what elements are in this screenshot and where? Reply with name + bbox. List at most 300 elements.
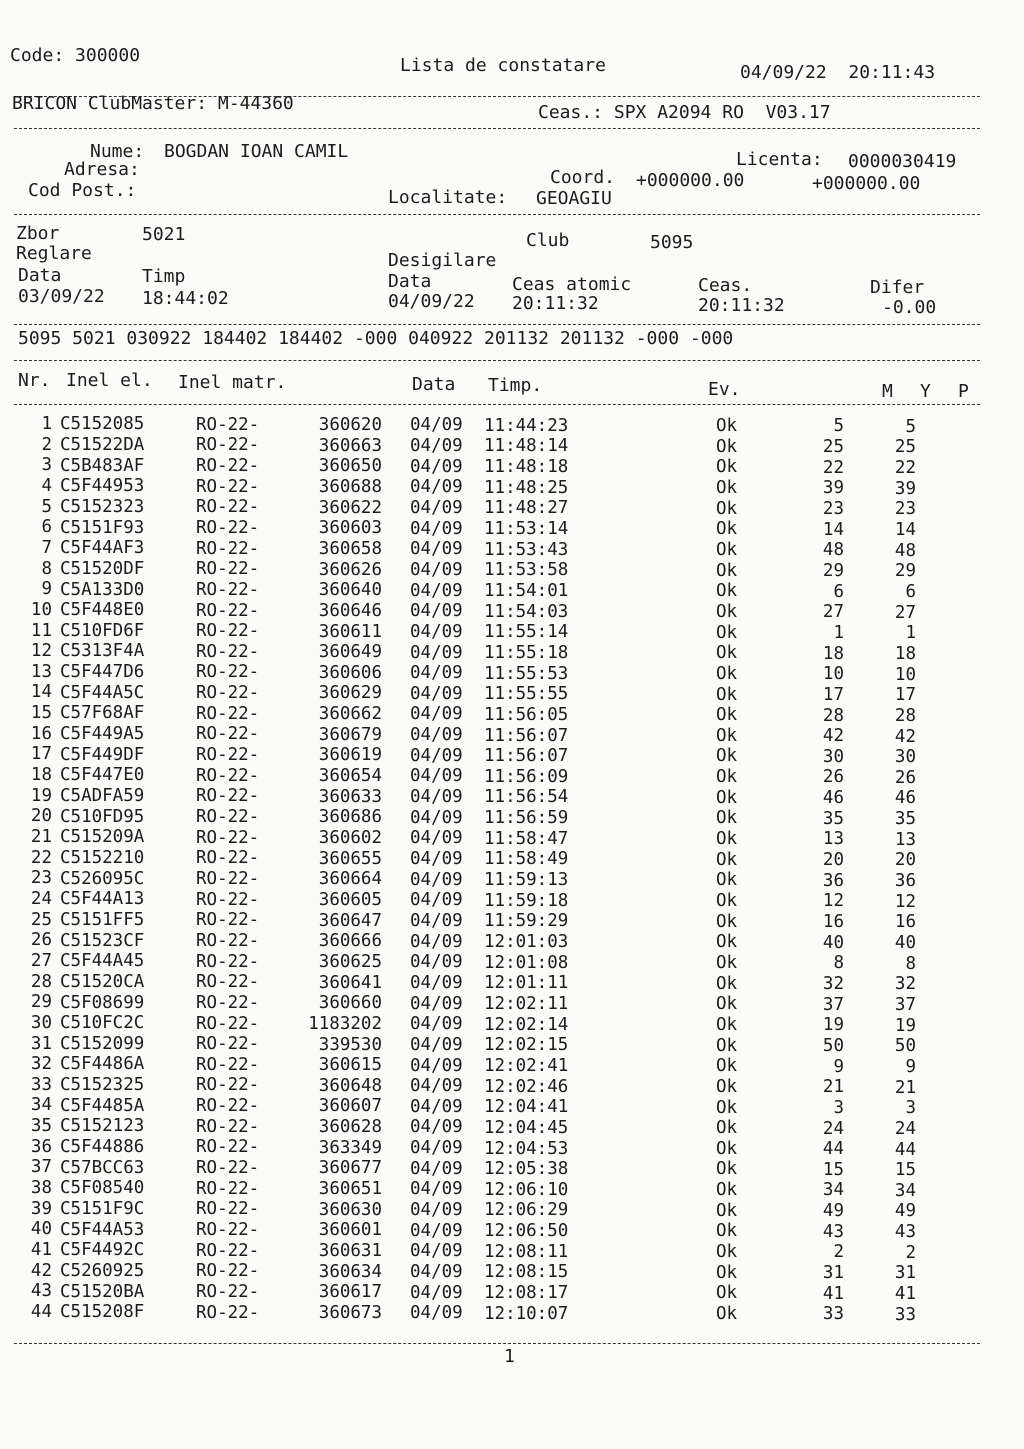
score-y: 40 (894, 933, 916, 954)
document-title: Lista de constatare (400, 55, 606, 76)
score-y: 43 (894, 1222, 916, 1243)
event-status: Ok (716, 478, 738, 499)
table-row (0, 910, 1024, 931)
arrival-date: 04/09 (410, 745, 463, 766)
score-y: 15 (894, 1160, 916, 1181)
score-m: 17 (822, 684, 844, 705)
ceas-label: Ceas. (698, 275, 753, 296)
row-number: 14 (30, 682, 52, 703)
event-status: Ok (716, 1097, 738, 1118)
arrival-time: 12:02:11 (484, 993, 569, 1014)
inel-matr: RO-22- (196, 579, 260, 600)
score-m: 8 (833, 953, 844, 974)
score-m: 12 (822, 891, 844, 912)
inel-number: 1183202 (308, 1013, 382, 1034)
inel-number: 360601 (318, 1220, 382, 1241)
table-row (0, 1157, 1024, 1181)
table-row (0, 1075, 1024, 1096)
arrival-date: 04/09 (410, 787, 463, 808)
inel-matr: RO-22- (196, 1116, 260, 1137)
table-row (0, 414, 1024, 435)
event-status: Ok (716, 994, 738, 1015)
arrival-date: 04/09 (410, 1096, 463, 1117)
score-m: 37 (822, 994, 844, 1015)
arrival-date: 04/09 (410, 663, 463, 684)
divider (14, 214, 980, 215)
row-number: 27 (30, 950, 52, 971)
inel-el: C5F44A13 (60, 889, 145, 910)
clock-id: Ceas.: SPX A2094 RO V03.17 (538, 102, 831, 123)
inel-matr: RO-22- (196, 910, 260, 931)
inel-matr: RO-22- (196, 1158, 260, 1179)
inel-matr: RO-22- (196, 745, 260, 766)
arrival-time: 12:01:03 (484, 932, 569, 952)
event-status: Ok (716, 787, 738, 808)
table-row (0, 972, 1024, 993)
score-m: 26 (822, 767, 844, 788)
inel-el: C57BCC63 (60, 1157, 145, 1178)
event-status: Ok (716, 952, 738, 973)
flight-summary-line: 5095 5021 030922 184402 184402 -000 040922 201132 201132 -000 -000 (18, 328, 734, 349)
row-number: 44 (30, 1301, 52, 1322)
row-number: 34 (30, 1095, 52, 1116)
arrival-time: 12:02:41 (484, 1055, 569, 1076)
divider (14, 360, 980, 361)
score-m: 29 (822, 560, 844, 581)
event-status: Ok (716, 870, 738, 891)
score-y: 33 (894, 1304, 916, 1325)
score-m: 30 (822, 746, 844, 767)
row-number: 42 (30, 1260, 52, 1281)
inel-matr: RO-22- (196, 1281, 260, 1302)
event-status: Ok (716, 581, 738, 602)
score-m: 46 (822, 788, 844, 809)
inel-matr: RO-22- (196, 621, 260, 642)
inel-number: 360640 (318, 580, 382, 601)
arrival-time: 12:04:45 (484, 1117, 569, 1138)
inel-number: 360664 (318, 869, 382, 890)
inel-number: 360641 (318, 972, 382, 993)
difer-value: -0.00 (882, 297, 937, 318)
score-y: 19 (894, 1015, 916, 1036)
zbor-label: Zbor (16, 223, 60, 244)
score-y: 3 (905, 1098, 916, 1119)
row-number: 3 (41, 455, 52, 476)
col-header-data: Data (412, 374, 456, 395)
table-row (0, 641, 1024, 662)
score-y: 6 (905, 581, 916, 602)
arrival-date: 04/09 (410, 415, 463, 436)
score-y: 9 (905, 1056, 916, 1077)
score-m: 13 (822, 829, 844, 850)
arrival-time: 12:06:50 (484, 1221, 569, 1242)
inel-matr: RO-22- (196, 1261, 260, 1282)
arrival-time: 12:08:17 (484, 1283, 569, 1304)
inel-el: C5152099 (60, 1033, 145, 1054)
arrival-time: 12:02:14 (484, 1014, 569, 1035)
inel-el: C5F4485A (60, 1095, 145, 1116)
table-row (0, 662, 1024, 683)
score-m: 5 (833, 416, 844, 437)
arrival-time: 11:56:59 (484, 808, 569, 829)
reglare-timp: 18:44:02 (142, 288, 229, 309)
inel-el: C510FD95 (60, 806, 145, 827)
inel-el: C51520BA (60, 1281, 145, 1302)
table-row (0, 744, 1024, 768)
row-number: 23 (30, 868, 52, 889)
event-status: Ok (716, 622, 738, 643)
arrival-date: 04/09 (410, 436, 463, 457)
table-row (0, 517, 1024, 541)
arrival-date: 04/09 (410, 497, 463, 518)
score-y: 46 (894, 788, 916, 809)
table-row (0, 476, 1024, 497)
row-number: 5 (41, 496, 52, 517)
score-m: 39 (822, 478, 844, 499)
arrival-time: 11:44:23 (484, 415, 569, 436)
arrival-time: 12:01:11 (484, 973, 569, 994)
inel-el: C5260925 (60, 1260, 145, 1281)
event-status: Ok (716, 767, 738, 788)
print-datetime: 04/09/22 20:11:43 (740, 62, 936, 83)
inel-matr: RO-22- (196, 1240, 260, 1261)
row-number: 22 (30, 847, 52, 868)
inel-el: C510FD6F (60, 620, 145, 641)
inel-number: 360647 (318, 910, 382, 931)
inel-el: C5F447E0 (60, 765, 145, 786)
table-row (0, 1137, 1024, 1158)
score-m: 44 (822, 1139, 844, 1160)
table-row (0, 435, 1024, 456)
arrival-time: 12:02:15 (484, 1035, 569, 1056)
table-row (0, 827, 1024, 848)
score-y: 32 (894, 974, 916, 995)
divider (14, 1343, 980, 1344)
row-number: 12 (30, 641, 52, 662)
arrival-time: 12:10:07 (484, 1303, 569, 1324)
event-status: Ok (716, 808, 738, 829)
col-header-inel-matr: Inel matr. (178, 372, 287, 393)
event-status: Ok (716, 498, 738, 519)
inel-matr: RO-22- (196, 972, 260, 993)
score-m: 21 (822, 1077, 844, 1098)
arrival-date: 04/09 (410, 890, 463, 911)
inel-matr: RO-22- (196, 848, 260, 869)
inel-matr: RO-22- (196, 1075, 260, 1096)
desigilare-label: Desigilare (388, 250, 497, 271)
inel-number: 360651 (318, 1179, 382, 1200)
arrival-time: 11:48:25 (484, 477, 569, 498)
inel-el: C51523CF (60, 930, 145, 951)
score-y: 16 (894, 912, 916, 933)
row-number: 39 (30, 1198, 52, 1219)
inel-el: C526095C (60, 868, 145, 889)
inel-number: 360655 (318, 848, 382, 869)
arrival-date: 04/09 (410, 1179, 463, 1200)
event-status: Ok (716, 973, 738, 994)
table-row (0, 848, 1024, 869)
inel-matr: RO-22- (196, 662, 260, 683)
arrival-date: 04/09 (410, 1076, 463, 1097)
inel-number: 360605 (318, 889, 382, 910)
score-m: 28 (822, 705, 844, 726)
table-row (0, 559, 1024, 580)
score-y: 35 (894, 809, 916, 830)
row-number: 40 (30, 1219, 52, 1240)
inel-el: C5152323 (60, 496, 145, 517)
inel-matr: RO-22- (196, 807, 260, 828)
inel-el: C515209A (60, 827, 145, 848)
arrival-date: 04/09 (410, 1282, 463, 1303)
event-status: Ok (716, 705, 738, 726)
coord-label: Coord. (550, 167, 616, 188)
table-row (0, 621, 1024, 642)
arrival-time: 11:55:55 (484, 684, 569, 705)
row-number: 6 (41, 517, 52, 538)
inel-el: C51522DA (60, 434, 145, 455)
inel-number: 360631 (318, 1241, 382, 1262)
inel-number: 360607 (318, 1096, 382, 1117)
arrival-time: 12:05:38 (484, 1159, 569, 1180)
arrival-time: 11:54:01 (484, 580, 569, 601)
inel-number: 360660 (318, 993, 382, 1014)
arrival-date: 04/09 (410, 869, 463, 890)
inel-number: 360626 (318, 559, 382, 580)
inel-number: 360617 (318, 1282, 382, 1303)
inel-matr: RO-22- (196, 724, 260, 745)
inel-el: C5F44953 (60, 476, 145, 497)
score-y: 50 (894, 1036, 916, 1057)
inel-number: 360662 (318, 704, 382, 725)
score-y: 25 (894, 437, 916, 458)
arrival-time: 11:59:13 (484, 870, 569, 891)
row-number: 15 (30, 703, 52, 724)
name-label: Nume: (90, 141, 145, 162)
arrival-date: 04/09 (410, 456, 463, 477)
inel-matr: RO-22- (196, 538, 260, 559)
zbor-value: 5021 (142, 224, 186, 245)
arrival-time: 11:58:47 (484, 828, 569, 849)
table-row (0, 1240, 1024, 1261)
score-y: 21 (894, 1077, 916, 1098)
arrival-date: 04/09 (410, 1117, 463, 1138)
row-number: 1 (41, 414, 52, 434)
inel-matr: RO-22- (196, 435, 260, 456)
score-y: 42 (894, 726, 916, 747)
table-row (0, 1302, 1024, 1323)
arrival-date: 04/09 (410, 725, 463, 746)
inel-matr: RO-22- (196, 1013, 260, 1034)
inel-number: 360677 (318, 1158, 382, 1179)
inel-el: C5151F9C (60, 1199, 145, 1220)
arrival-date: 04/09 (410, 1158, 463, 1179)
inel-number: 360619 (318, 745, 382, 766)
score-y: 23 (894, 499, 916, 520)
arrival-time: 12:06:29 (484, 1200, 569, 1221)
score-y: 8 (905, 953, 916, 974)
inel-el: C5B483AF (60, 455, 145, 476)
inel-number: 360648 (318, 1075, 382, 1096)
inel-el: C5151FF5 (60, 909, 145, 930)
arrival-time: 11:55:14 (484, 622, 569, 643)
inel-el: C5F4486A (60, 1054, 145, 1075)
table-row (0, 806, 1024, 830)
inel-matr: RO-22- (196, 1199, 260, 1220)
score-m: 22 (822, 457, 844, 478)
arrival-time: 11:55:53 (484, 663, 569, 684)
table-row (0, 1013, 1024, 1034)
score-m: 35 (822, 808, 844, 829)
inel-number: 360650 (318, 456, 382, 477)
arrival-time: 12:04:41 (484, 1097, 569, 1118)
row-number: 32 (30, 1054, 52, 1075)
score-y: 14 (894, 520, 916, 541)
col-header-m: M (882, 381, 893, 402)
score-y: 30 (894, 747, 916, 768)
arrival-date: 04/09 (410, 621, 463, 642)
inel-matr: RO-22- (196, 1220, 260, 1241)
row-number: 41 (30, 1240, 52, 1260)
score-m: 10 (822, 664, 844, 685)
inel-el: C5F44AF3 (60, 538, 145, 559)
arrival-time: 11:55:18 (484, 642, 569, 663)
arrival-time: 12:01:08 (484, 952, 569, 973)
arrival-time: 11:48:18 (484, 457, 569, 478)
inel-el: C5F08699 (60, 992, 145, 1013)
arrival-time: 11:59:29 (484, 911, 569, 932)
inel-el: C5F44A45 (60, 951, 145, 972)
inel-number: 360646 (318, 600, 382, 621)
score-m: 1 (833, 622, 844, 643)
score-y: 12 (894, 891, 916, 912)
arrival-date: 04/09 (410, 1055, 463, 1076)
score-m: 15 (822, 1159, 844, 1180)
arrival-time: 12:02:46 (484, 1076, 569, 1097)
arrival-time: 12:08:11 (484, 1241, 569, 1262)
table-row (0, 765, 1024, 786)
inel-number: 360633 (318, 786, 382, 807)
row-number: 24 (30, 888, 52, 909)
inel-el: C5A133D0 (60, 579, 145, 600)
event-status: Ok (716, 1138, 738, 1159)
arrival-date: 04/09 (410, 580, 463, 601)
row-number: 29 (30, 992, 52, 1013)
arrival-date: 04/09 (410, 828, 463, 849)
table-row (0, 724, 1024, 745)
inel-number: 360679 (318, 724, 382, 745)
difer-label: Difer (870, 277, 925, 298)
arrival-time: 12:04:53 (484, 1138, 569, 1159)
arrival-date: 04/09 (410, 601, 463, 622)
row-number: 11 (30, 620, 52, 641)
inel-number: 360654 (318, 766, 382, 787)
row-number: 2 (41, 434, 52, 455)
arrival-time: 11:48:14 (484, 436, 569, 457)
arrival-date: 04/09 (410, 539, 463, 560)
row-number: 37 (30, 1157, 52, 1178)
inel-el: C510FC2C (60, 1013, 145, 1034)
score-m: 48 (822, 540, 844, 561)
system-name: BRICON ClubMaster: M-44360 (12, 93, 294, 114)
address-label: Adresa: (64, 159, 140, 180)
inel-el: C5F44886 (60, 1137, 145, 1158)
ceas-atomic-label: Ceas atomic (512, 274, 632, 295)
col-header-nr: Nr. (18, 370, 51, 391)
inel-matr: RO-22- (196, 455, 260, 476)
arrival-date: 04/09 (410, 1303, 463, 1324)
inel-number: 360615 (318, 1055, 382, 1076)
inel-el: C5F44A5C (60, 682, 145, 703)
score-y: 2 (905, 1242, 916, 1263)
table-row (0, 1261, 1024, 1282)
score-y: 37 (894, 994, 916, 1015)
row-number: 19 (30, 785, 52, 806)
inel-el: C5152210 (60, 847, 145, 868)
reglare-data-label: Data (18, 265, 62, 286)
row-number: 43 (30, 1281, 52, 1302)
score-y: 13 (894, 829, 916, 850)
inel-number: 360603 (318, 518, 382, 539)
inel-number: 360649 (318, 642, 382, 663)
reglare-data: 03/09/22 (18, 286, 105, 307)
inel-matr: RO-22- (196, 786, 260, 807)
row-number: 26 (30, 930, 52, 951)
score-y: 41 (894, 1284, 916, 1305)
event-status: Ok (716, 684, 738, 705)
table-row (0, 1054, 1024, 1075)
inel-number: 360686 (318, 807, 382, 828)
arrival-date: 04/09 (410, 807, 463, 828)
inel-number: 363349 (318, 1137, 382, 1158)
arrival-date: 04/09 (410, 477, 463, 498)
arrival-date: 04/09 (410, 683, 463, 704)
inel-matr: RO-22- (196, 600, 260, 621)
table-row (0, 1095, 1024, 1119)
arrival-time: 12:08:15 (484, 1262, 569, 1283)
event-status: Ok (716, 849, 738, 870)
row-number: 18 (30, 765, 52, 786)
inel-matr: RO-22- (196, 1137, 260, 1158)
arrival-date: 04/09 (410, 1200, 463, 1221)
col-header-ev: Ev. (708, 379, 741, 400)
score-m: 41 (822, 1283, 844, 1304)
score-m: 3 (833, 1097, 844, 1118)
event-status: Ok (716, 643, 738, 664)
arrival-time: 11:56:05 (484, 704, 569, 725)
arrival-time: 11:56:54 (484, 787, 569, 808)
score-y: 36 (894, 871, 916, 892)
score-m: 50 (822, 1035, 844, 1056)
row-number: 10 (30, 599, 52, 620)
score-m: 36 (822, 870, 844, 891)
table-row (0, 600, 1024, 621)
score-m: 33 (822, 1304, 844, 1325)
score-m: 31 (822, 1263, 844, 1284)
inel-matr: RO-22- (196, 951, 260, 972)
arrival-time: 11:56:07 (484, 725, 569, 746)
inel-number: 360606 (318, 662, 382, 683)
score-m: 49 (822, 1201, 844, 1222)
inel-matr: RO-22- (196, 765, 260, 786)
inel-el: C5F449A5 (60, 724, 145, 745)
event-status: Ok (716, 1221, 738, 1242)
inel-number: 360602 (318, 828, 382, 849)
inel-matr: RO-22- (196, 683, 260, 704)
row-number: 16 (30, 723, 52, 744)
inel-number: 360625 (318, 951, 382, 972)
row-number: 20 (30, 806, 52, 827)
row-number: 30 (30, 1012, 52, 1033)
